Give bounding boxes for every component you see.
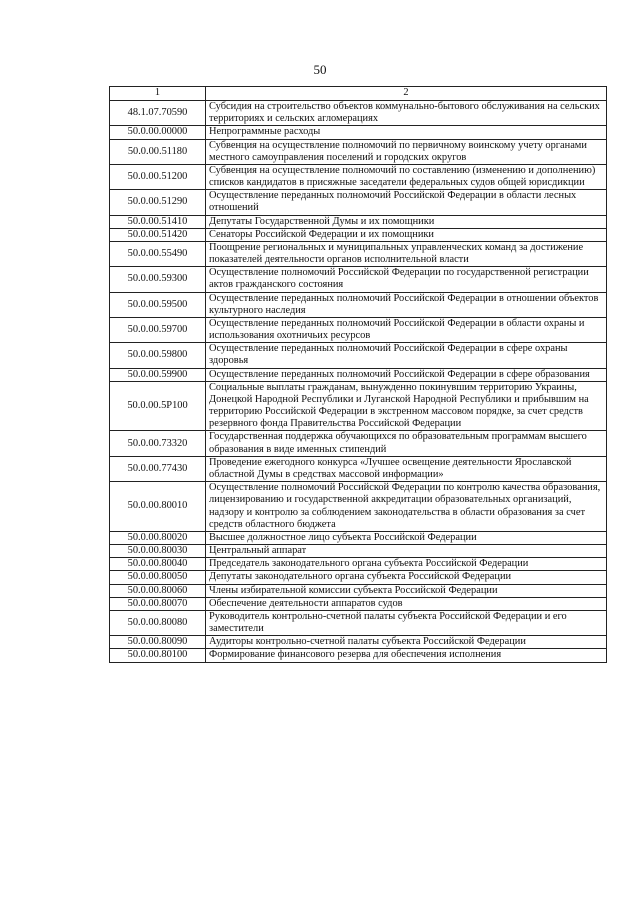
row-code: 50.0.00.51200 — [110, 164, 206, 189]
column-header-code: 1 — [110, 87, 206, 101]
row-code: 50.0.00.80100 — [110, 649, 206, 662]
row-description: Обеспечение деятельности аппаратов судов — [206, 597, 607, 610]
table-header-row — [110, 87, 607, 101]
row-code: 50.0.00.51420 — [110, 228, 206, 241]
row-code: 50.0.00.51180 — [110, 139, 206, 164]
row-code: 50.0.00.80020 — [110, 531, 206, 544]
row-description: Высшее должностное лицо субъекта Российской Федерации — [206, 531, 607, 544]
table-row — [110, 636, 607, 649]
row-description: Председатель законодательного органа субъекта Российской Федерации — [206, 558, 607, 571]
table-row — [110, 267, 607, 292]
row-description: Аудиторы контрольно-счетной палаты субъекта Российской Федерации — [206, 636, 607, 649]
table-row — [110, 649, 607, 662]
table-row — [110, 531, 607, 544]
row-description: Субвенция на осуществление полномочий по первичному воинскому учету органами местного самоуправления поселений и городских округов — [206, 139, 607, 164]
row-code: 50.0.00.51410 — [110, 215, 206, 228]
table-row — [110, 571, 607, 584]
row-description: Поощрение региональных и муниципальных управленческих команд за достижение показателей деятельности органов исполнительной власти — [206, 241, 607, 266]
row-description: Осуществление полномочий Российской Федерации по государственной регистрации актов гражданского состояния — [206, 267, 607, 292]
row-code: 50.0.00.59700 — [110, 317, 206, 342]
table-row — [110, 584, 607, 597]
row-code: 50.0.00.00000 — [110, 126, 206, 139]
row-code: 50.0.00.73320 — [110, 431, 206, 456]
row-description: Руководитель контрольно-счетной палаты субъекта Российской Федерации и его заместители — [206, 610, 607, 635]
table-row — [110, 482, 607, 532]
table-row — [110, 317, 607, 342]
row-description: Центральный аппарат — [206, 545, 607, 558]
row-code: 50.0.00.80060 — [110, 584, 206, 597]
table-row — [110, 368, 607, 381]
row-description: Непрограммные расходы — [206, 126, 607, 139]
row-description: Осуществление переданных полномочий Российской Федерации в области охраны и использования охотничьих ресурсов — [206, 317, 607, 342]
table-row — [110, 292, 607, 317]
row-code: 50.0.00.80080 — [110, 610, 206, 635]
row-code: 50.0.00.59300 — [110, 267, 206, 292]
row-code: 50.0.00.59800 — [110, 343, 206, 368]
table-row — [110, 126, 607, 139]
row-description: Депутаты Государственной Думы и их помощники — [206, 215, 607, 228]
table-row — [110, 343, 607, 368]
table-row — [110, 456, 607, 481]
row-description: Субсидия на строительство объектов коммунально-бытового обслуживания на сельских территориях и сельских агломерациях — [206, 101, 607, 126]
row-description: Члены избирательной комиссии субъекта Российской Федерации — [206, 584, 607, 597]
row-code: 50.0.00.55490 — [110, 241, 206, 266]
row-description: Формирование финансового резерва для обеспечения исполнения — [206, 649, 607, 662]
row-code: 50.0.00.80070 — [110, 597, 206, 610]
table-row — [110, 597, 607, 610]
row-description: Субвенция на осуществление полномочий по составлению (изменению и дополнению) списков кандидатов в присяжные заседатели федеральных судов общей юрисдикции — [206, 164, 607, 189]
table-row — [110, 241, 607, 266]
table-body — [110, 101, 607, 663]
table-row — [110, 558, 607, 571]
page-number: 50 — [313, 62, 327, 77]
row-code: 50.0.00.59500 — [110, 292, 206, 317]
column-header-description: 2 — [206, 87, 607, 101]
row-code: 50.0.00.80040 — [110, 558, 206, 571]
row-code: 50.0.00.51290 — [110, 190, 206, 215]
row-code: 50.0.00.80050 — [110, 571, 206, 584]
row-description: Социальные выплаты гражданам, вынужденно покинувшим территорию Украины, Донецкой Народной Республики и Луганской Народной Республики и прибывшим на территорию Российской Федерации в экстренном массовом порядке, за счет средств резервного фонда Правительства Российской Федерации — [206, 381, 607, 431]
row-code: 50.0.00.77430 — [110, 456, 206, 481]
budget-classification-table — [109, 86, 607, 663]
row-code: 50.0.00.5P100 — [110, 381, 206, 431]
table-row — [110, 101, 607, 126]
row-description: Осуществление переданных полномочий Российской Федерации в сфере охраны здоровья — [206, 343, 607, 368]
row-description: Осуществление переданных полномочий Российской Федерации в сфере образования — [206, 368, 607, 381]
table-row — [110, 228, 607, 241]
row-description: Сенаторы Российской Федерации и их помощники — [206, 228, 607, 241]
table-row — [110, 139, 607, 164]
row-description: Осуществление переданных полномочий Российской Федерации в области лесных отношений — [206, 190, 607, 215]
table-row — [110, 381, 607, 431]
row-code: 50.0.00.59900 — [110, 368, 206, 381]
row-code: 50.0.00.80010 — [110, 482, 206, 532]
row-code: 50.0.00.80030 — [110, 545, 206, 558]
table-row — [110, 610, 607, 635]
row-code: 48.1.07.70590 — [110, 101, 206, 126]
row-description: Осуществление переданных полномочий Российской Федерации в отношении объектов культурного наследия — [206, 292, 607, 317]
table-row — [110, 545, 607, 558]
row-description: Осуществление полномочий Российской Федерации по контролю качества образования, лицензированию и государственной аккредитации образовательных организаций, надзору и контролю за соблюдением законодательства в области образования за счет средств областного бюджета — [206, 482, 607, 532]
table-row — [110, 190, 607, 215]
table-row — [110, 431, 607, 456]
row-description: Государственная поддержка обучающихся по образовательным программам высшего образования в виде именных стипендий — [206, 431, 607, 456]
row-code: 50.0.00.80090 — [110, 636, 206, 649]
table-row — [110, 215, 607, 228]
row-description: Депутаты законодательного органа субъекта Российской Федерации — [206, 571, 607, 584]
table-row — [110, 164, 607, 189]
row-description: Проведение ежегодного конкурса «Лучшее освещение деятельности Ярославской областной Думы в средствах массовой информации» — [206, 456, 607, 481]
